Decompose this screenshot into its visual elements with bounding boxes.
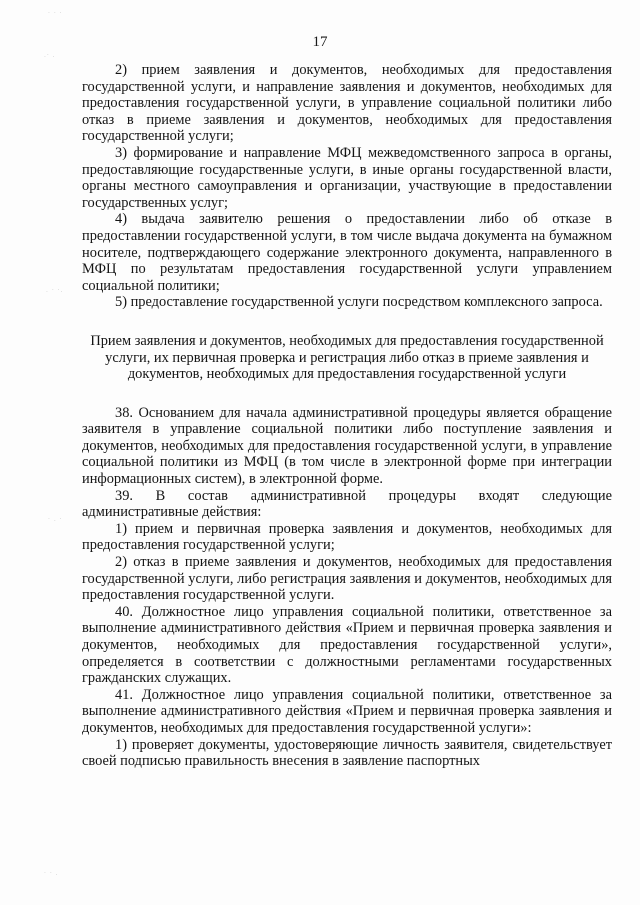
paragraph: 3) формирование и направление МФЦ межведомственного запроса в органы, предоставляющие государственные услуги, в иные органы государственной власти, органы местного самоуправления и организации, участвующие в предоставлении государственных услуг; (82, 144, 612, 211)
scan-artifact: .· . (44, 52, 56, 59)
section-heading: Прием заявления и документов, необходимых для предоставления государственной услуги, их первичная проверка и регистрация либо отказ в приеме заявления и документов, необходимых для предоставления государственной услуги (90, 332, 604, 383)
document-body (82, 62, 612, 770)
paragraph: 38. Основанием для начала административной процедуры является обращение заявителя в управление социальной политики либо поступление заявления и документов, необходимых для предоставления государственной услуги, в управление социальной политики из МФЦ (в том числе в электронной форме при интеграции информационных систем), в электронной форме. (82, 404, 612, 488)
scan-artifact: · · · (48, 10, 63, 17)
paragraph: 39. В состав административной процедуры входят следующие административные действия: (82, 487, 612, 521)
paragraph: 2) прием заявления и документов, необходимых для предоставления государственной услуги, и направление заявления и документов, необходимых для предоставления государственной услуги, в управление социальной политики либо отказ в приеме заявления и документов, необходимых для предоставления государственной услуги; (82, 62, 612, 145)
scan-artifact: · · . (44, 870, 59, 877)
scan-artifact: . · ·. (46, 287, 64, 294)
page-number: 17 (312, 34, 328, 50)
spacer (82, 383, 612, 405)
spacer (82, 311, 612, 333)
paragraph: 5) предоставление государственной услуги посредством комплексного запроса. (115, 294, 603, 311)
paragraph: 41. Должностное лицо управления социальной политики, ответственное за выполнение административного действия «Прием и первичная проверка заявления и документов, необходимых для предоставления государственной услуги»: (82, 686, 612, 736)
paragraph: 1) проверяет документы, удостоверяющие личность заявителя, свидетельствует своей подписью правильность внесения в заявление паспортных (82, 736, 612, 770)
scan-artifact: · . · (48, 516, 63, 523)
paragraph: 40. Должностное лицо управления социальной политики, ответственное за выполнение административного действия «Прием и первичная проверка заявления и документов, необходимых для предоставления государственной услуги», определяется в соответствии с должностными регламентами государственных гражданских служащих. (82, 603, 612, 687)
paragraph: 2) отказ в приеме заявления и документов, необходимых для предоставления государственной услуги, либо регистрация заявления и документов, необходимых для предоставления государственной услуги. (82, 554, 612, 604)
paragraph: 4) выдача заявителю решения о предоставлении либо об отказе в предоставлении государственной услуги, в том числе выдача документа на бумажном носителе, подтверждающего содержание электронного документа, направленного в МФЦ по результатам предоставления государственной услуги управлением социальной политики; (82, 211, 612, 294)
paragraph: 1) прием и первичная проверка заявления и документов, необходимых для предоставления государственной услуги; (82, 520, 612, 554)
